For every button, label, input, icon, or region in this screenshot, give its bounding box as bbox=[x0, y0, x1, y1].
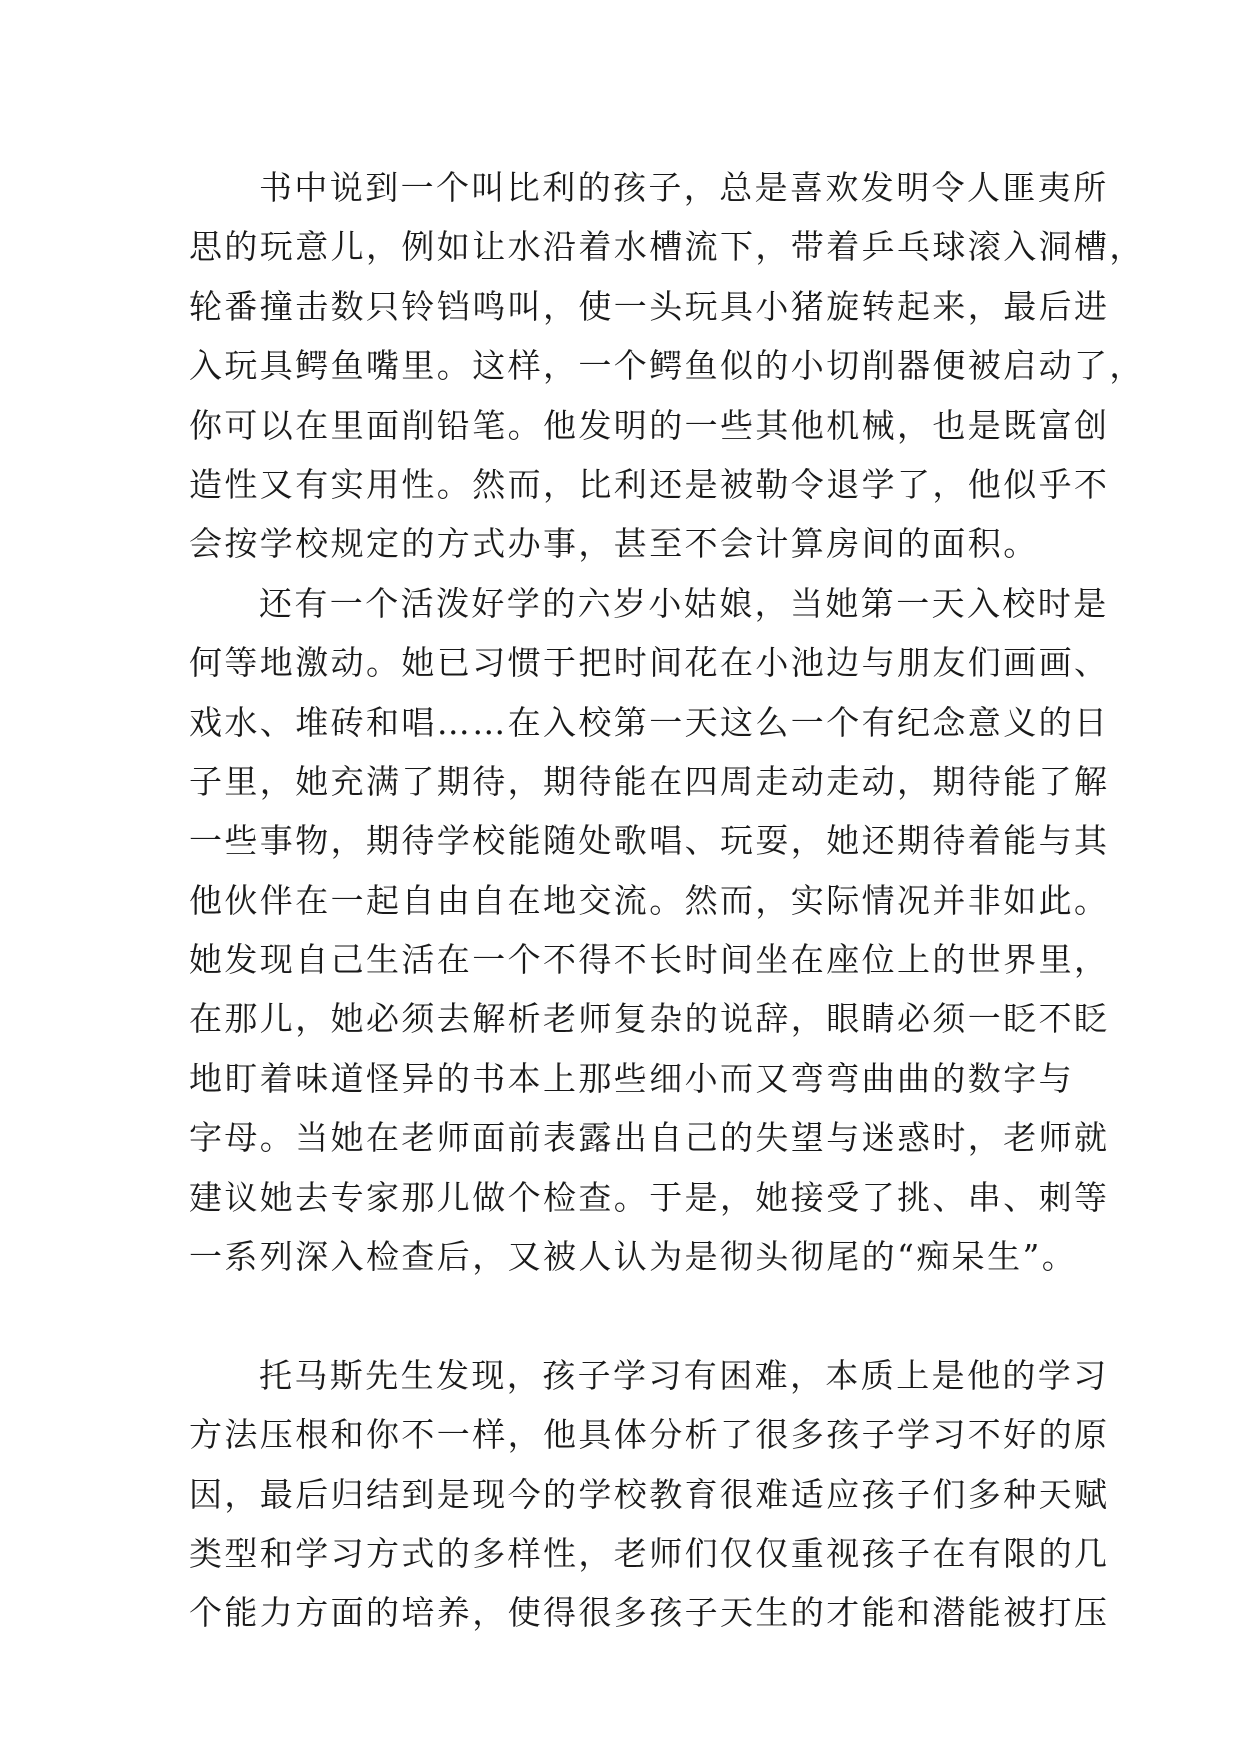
paragraph-2-line-3: 戏水、堆砖和唱……在入校第一天这么一个有纪念意义的日 bbox=[189, 702, 1110, 742]
paragraph-2-line-5: 一些事物，期待学校能随处歌唱、玩耍，她还期待着能与其 bbox=[189, 821, 1110, 861]
paragraph-2-line-4: 子里，她充满了期待，期待能在四周走动走动，期待能了解 bbox=[189, 761, 1110, 801]
paragraph-1-line-7: 会按学校规定的方式办事，甚至不会计算房间的面积。 bbox=[189, 524, 1039, 564]
paragraph-2-line-13 bbox=[189, 1286, 1059, 1345]
paragraph-1-line-4: 入玩具鳄鱼嘴里。这样，一个鳄鱼似的小切削器便被启动了， bbox=[189, 346, 1145, 386]
paragraph-2-line-8: 在那儿，她必须去解析老师复杂的说辞，眼睛必须一眨不眨 bbox=[189, 999, 1110, 1039]
paragraph-2-line-2: 何等地激动。她已习惯于把时间花在小池边与朋友们画画、 bbox=[189, 643, 1110, 683]
paragraph-1-line-1: 书中说到一个叫比利的孩子，总是喜欢发明令人匪夷所 bbox=[259, 168, 1109, 207]
paragraph-1-line-2: 思的玩意儿，例如让水沿着水槽流下，带着乒乓球滚入洞槽， bbox=[189, 227, 1145, 267]
paragraph-3-line-5: 个能力方面的培养，使得很多孩子天生的才能和潜能被打压 bbox=[189, 1593, 1110, 1633]
paragraph-3-line-4: 类型和学习方式的多样性，老师们仅仅重视孩子在有限的几 bbox=[189, 1533, 1110, 1573]
paragraph-2-line-10: 字母。当她在老师面前表露出自己的失望与迷惑时，老师就 bbox=[189, 1118, 1110, 1158]
paragraph-3-line-2: 方法压根和你不一样，他具体分析了很多孩子学习不好的原 bbox=[189, 1415, 1110, 1455]
paragraph-2-line-6: 他伙伴在一起自由自在地交流。然而，实际情况并非如此。 bbox=[189, 880, 1110, 920]
paragraph-1-line-3: 轮番撞击数只铃铛鸣叫，使一头玩具小猪旋转起来，最后进 bbox=[189, 286, 1110, 326]
paragraph-3-line-1: 托马斯先生发现，孩子学习有困难，本质上是他的学习 bbox=[259, 1355, 1109, 1395]
paragraph-2-line-9: 地盯着味道怪异的书本上那些细小而又弯弯曲曲的数字与 bbox=[189, 1058, 1074, 1098]
paragraph-2-line-7: 她发现自己生活在一个不得不长时间坐在座位上的世界里， bbox=[189, 940, 1110, 980]
paragraph-3-line-3: 因，最后归结到是现今的学校教育很难适应孩子们多种天赋 bbox=[189, 1474, 1110, 1514]
paragraph-2-line-1: 还有一个活泼好学的六岁小姑娘，当她第一天入校时是 bbox=[259, 583, 1109, 623]
paragraph-1-line-5: 你可以在里面削铅笔。他发明的一些其他机械，也是既富创 bbox=[189, 405, 1110, 445]
paragraph-2-line-12: 一系列深入检查后，又被人认为是彻头彻尾的“痴呆生”。 bbox=[189, 1237, 1078, 1277]
paragraph-1-line-6: 造性又有实用性。然而，比利还是被勒令退学了，他似乎不 bbox=[189, 464, 1110, 504]
paragraph-2-line-11: 建议她去专家那儿做个检查。于是，她接受了挑、串、刺等 bbox=[189, 1177, 1110, 1217]
body-text bbox=[189, 158, 1145, 1643]
